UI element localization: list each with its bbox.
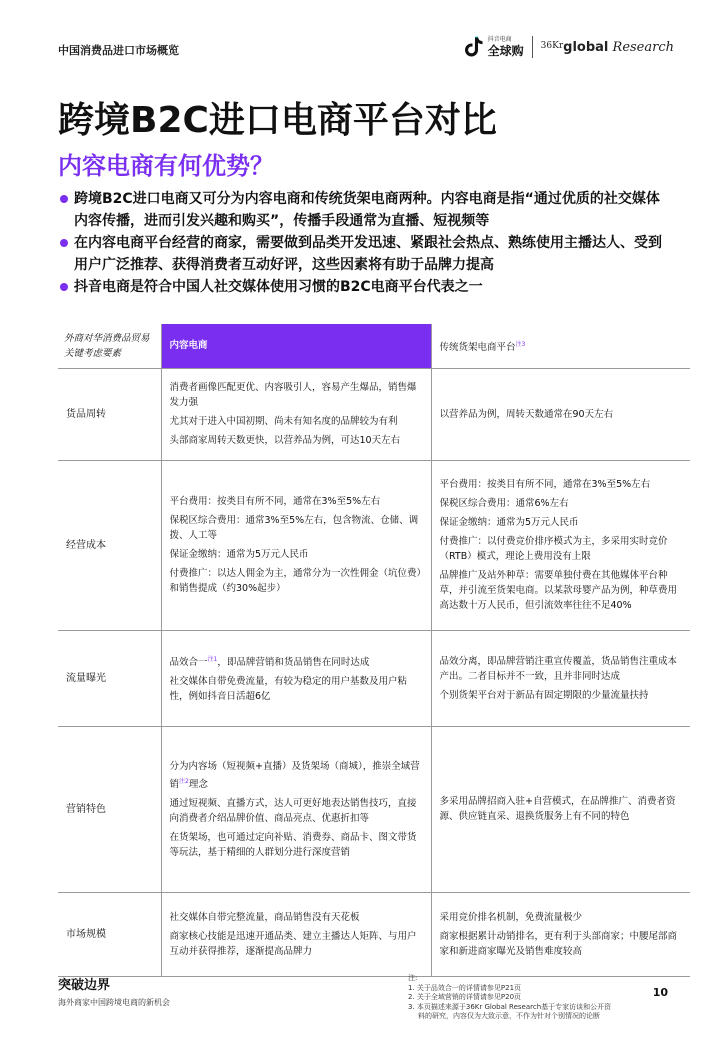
footnotes <box>408 974 648 1022</box>
table-row <box>58 892 690 976</box>
content-cell <box>161 368 431 460</box>
cell-paragraph: 头部商家周转天数更快，以营养品为例，可达10天左右 <box>169 435 401 446</box>
bullet-list <box>58 188 664 298</box>
cell-lead: 分为内容场（短视频+直播）及货架场（商城），推崇全域营销 <box>169 760 420 790</box>
kr-logo-global: global <box>563 39 609 55</box>
cell-paragraph: 品效分离，即品牌营销注重宣传覆盖，货品销售注重成本产出。二者目标并不一致，且并非同时达成 <box>439 655 678 682</box>
shelf-cell <box>431 726 690 892</box>
cell-paragraph: 通过短视频、直播方式，达人可更好地表达销售技巧，直接向消费者介绍品牌价值、商品亮点、优惠折扣等 <box>169 797 417 824</box>
cell-paragraph: 社交媒体自带免费流量，有较为稳定的用户基数及用户粘性，例如抖音日活超6亿 <box>169 676 408 702</box>
table-row <box>58 368 690 460</box>
table-header-content-ecommerce: 内容电商 <box>161 324 431 368</box>
page-number: 10 <box>652 986 668 999</box>
footnote-ref: 注1 <box>207 656 218 663</box>
row-label: 流量曝光 <box>58 630 161 726</box>
footer-brand <box>58 974 170 1008</box>
kr-logo-research: Research <box>612 39 674 55</box>
report-brand-subtitle: 海外商家中国跨境电商的新机会 <box>58 998 170 1007</box>
footnote-item: 1. 关于品效合一的详情请参见P21页 <box>408 983 522 992</box>
table-row <box>58 726 690 892</box>
cell-paragraph: 平台费用：按类目有所不同，通常在3%至5%左右 <box>439 479 651 490</box>
cell-paragraph: 保税区综合费用：通常6%左右 <box>439 498 569 509</box>
bullet-item: 抖音电商是符合中国人社交媒体使用习惯的B2C电商平台代表之一 <box>58 276 664 298</box>
cell-paragraph: 商家根据累计动销排名，更有利于头部商家；中腰尾部商家和新进商家曝光及销售难度较高 <box>439 930 678 957</box>
row-label: 营销特色 <box>58 726 161 892</box>
cell-paragraph <box>170 759 423 792</box>
row-label: 市场规模 <box>58 892 161 976</box>
kr-logo-kr: Kr <box>552 40 564 51</box>
cell-paragraph: 在货架场，也可通过定向补贴、消费券、商品卡、图文带货等玩法，基于精细的人群划分进行深度营销 <box>169 831 417 858</box>
row-label: 经营成本 <box>58 460 161 630</box>
cell-paragraph: 商家核心技能是迅速开通品类、建立主播达人矩阵、与用户互动并获得推荐，逐渐提高品牌力 <box>169 930 417 957</box>
bullet-item: 在内容电商平台经营的商家，需要做到品类开发迅速、紧跟社会热点、熟练使用主播达人、受到用户广泛推荐、获得消费者互动好评，这些因素将有助于品牌力提高 <box>58 232 664 276</box>
content-cell <box>161 726 431 892</box>
shelf-cell <box>431 460 690 630</box>
cell-paragraph: 付费推广：以达人佣金为主，通常分为一次性佣金（坑位费）和销售提成（约30%起步） <box>169 568 422 594</box>
tiktok-brand-small: 抖音电商 <box>487 36 512 43</box>
cell-paragraph: 尤其对于进入中国初期、尚未有知名度的品牌较为有利 <box>169 416 398 427</box>
cell-paragraph: 采用竞价排名机制，免费流量极少 <box>439 911 583 923</box>
cell-paragraph: 保税区综合费用：通常3%至5%左右，包含物流、仓储、调拨、人工等 <box>169 515 419 541</box>
cell-paragraph: 多采用品牌招商入驻+自营模式，在品牌推广、消费者资源、供应链直采、退换货服务上有不同的特色 <box>439 796 676 822</box>
cell-paragraph: 消费者画像匹配更优、内容吸引人，容易产生爆品，销售爆发力强 <box>169 382 417 408</box>
cell-paragraph <box>170 652 423 670</box>
cell-paragraph: 品牌推广及站外种草：需要单独付费在其他媒体平台种草，并引流至货架电商。以某款母婴产品为例，种草费用高达数十万人民币，但引流效率往往不足40% <box>439 570 678 611</box>
cell-paragraph: 社交媒体自带完整流量，商品销售没有天花板 <box>169 911 360 923</box>
table-header-shelf-label: 传统货架电商平台 <box>439 341 516 353</box>
footnote-item: 3. 本页描述来源于36Kr Global Research基于专家访谈和公开资 <box>408 1002 612 1011</box>
content-cell <box>161 460 431 630</box>
logo-area <box>464 32 674 62</box>
cell-lead: 品效合一 <box>169 657 208 668</box>
row-label: 货品周转 <box>58 368 161 460</box>
cell-lead-rest: ，即品牌营销和货品销售在同时达成 <box>217 657 370 668</box>
table-header-key: 外商对华消费品贸易关键考虑要素 <box>58 324 161 368</box>
section-title: 中国消费品进口市场概览 <box>58 44 179 57</box>
cell-paragraph: 付费推广：以付费竞价排序模式为主，多采用实时竞价（RTB）模式，理论上费用没有上限 <box>439 536 668 562</box>
logo-divider <box>532 36 533 58</box>
bullet-item: 跨境B2C进口电商又可分为内容电商和传统货架电商两种。内容电商是指“通过优质的社交媒体内容传播，进而引发兴趣和购买”，传播手段通常为直播、短视频等 <box>58 188 664 232</box>
footnote-ref: 注2 <box>179 777 189 785</box>
cell-paragraph: 保证金缴纳：通常为5万元人民币 <box>439 517 579 528</box>
cell-paragraph: 保证金缴纳：通常为5万元人民币 <box>169 549 309 560</box>
footnote-ref: 注3 <box>515 340 526 348</box>
footnote-item-continued: 料的研究，内容仅为大致示意，不作为针对个别情况的论断 <box>418 1012 600 1020</box>
report-brand-name: 突破边界 <box>58 978 111 993</box>
shelf-cell <box>431 368 690 460</box>
table-row <box>58 460 690 630</box>
footnote-item: 2. 关于全域营销的详情请参见P20页 <box>408 993 522 1001</box>
table-row <box>58 630 690 726</box>
content-cell <box>161 892 431 976</box>
page-subtitle: 内容电商有何优势？ <box>58 152 274 180</box>
footnotes-title: 注: <box>408 974 418 982</box>
table-header-shelf-ecommerce <box>431 324 690 368</box>
cell-paragraph: 以营养品为例，周转天数通常在90天左右 <box>439 408 614 420</box>
tiktok-brand-big: 全球购 <box>487 44 524 58</box>
kr-logo-num: 36 <box>540 40 553 51</box>
shelf-cell <box>431 892 690 976</box>
tiktok-logo-icon <box>464 35 484 59</box>
comparison-table <box>58 324 690 977</box>
cell-lead-rest: 理念 <box>188 778 208 790</box>
shelf-cell <box>431 630 690 726</box>
page-title: 跨境B2C进口电商平台对比 <box>58 100 497 141</box>
table-header-row <box>58 324 690 368</box>
cell-paragraph: 个别货架平台对于新品有固定期限的少量流量扶持 <box>439 689 649 701</box>
content-cell <box>161 630 431 726</box>
kr-logo <box>541 40 674 55</box>
cell-paragraph: 平台费用：按类目有所不同，通常在3%至5%左右 <box>169 496 381 507</box>
